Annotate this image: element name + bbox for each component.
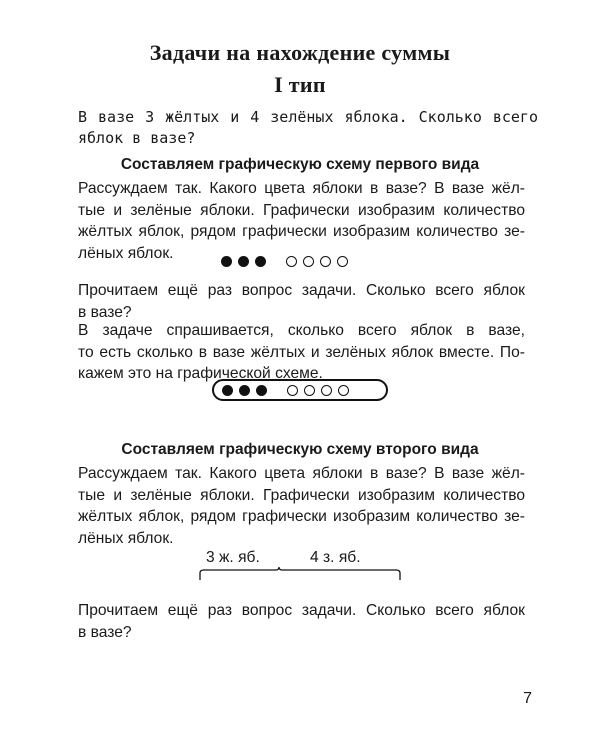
page-title: Задачи на нахождение суммы [149,40,451,65]
text-line: Рассуждаем так. Какого цвета яблоки в вазе? В вазе жёл- [78,465,525,482]
filled-dot [256,385,267,396]
text-line: в вазе? [78,303,132,321]
empty-dot [287,385,298,396]
section2-question [78,600,525,643]
empty-dot [320,256,331,267]
scheme-one-capsule [212,379,388,401]
filled-dot [238,256,249,267]
empty-dot [321,385,332,396]
text-line: Рассуждаем так. Какого цвета яблоки в вазе? В вазе жёл- [78,180,525,197]
problem-line: яблок в вазе? [78,129,196,147]
text-line: тые и зелёные яблоки. Графически изобразим количество [78,201,525,219]
segment-bracket [197,566,403,582]
section2-heading: Составляем графическую схему второго вида [121,441,479,458]
text-line: в вазе? [78,623,132,641]
text-line: лёных яблок. [78,529,174,547]
filled-dot [222,385,233,396]
text-line: кажем это на графической схеме. [78,365,323,382]
section1-reasoning [78,178,525,264]
empty-dot [303,256,314,267]
empty-dot [338,385,349,396]
filled-dot [239,385,250,396]
text-line: жёлтых яблок, рядом графически изобразим количество зе- [78,223,525,240]
section1-heading: Составляем графическую схему первого вида [120,156,480,173]
scheme-one-dots [221,256,354,267]
filled-dot [255,256,266,267]
text-line: то есть сколько в вазе жёлтых и зелёных яблок вместе. По- [78,343,525,361]
type-heading: I тип [274,72,326,97]
section1-explanation [78,320,525,385]
yellow-apples-label: 3 ж. яб. [206,549,260,566]
section2-reasoning [78,463,525,549]
empty-dot [337,256,348,267]
text-line: В задаче спрашивается, сколько всего яблок в вазе, [78,322,525,339]
empty-dot [286,256,297,267]
text-line: Прочитаем ещё раз вопрос задачи. Сколько всего яблок [78,602,525,619]
problem-statement [78,107,538,149]
filled-dot [221,256,232,267]
text-line: жёлтых яблок, рядом графически изобразим количество зе- [78,508,525,525]
text-line: тые и зелёные яблоки. Графически изобразим количество [78,486,525,504]
section1-question [78,280,525,323]
page-number: 7 [523,690,532,707]
green-apples-label: 4 з. яб. [310,549,361,566]
problem-line: В вазе 3 жёлтых и 4 зелёных яблока. Сколько всего [78,108,538,126]
text-line: лёных яблок. [78,244,174,262]
text-line: Прочитаем ещё раз вопрос задачи. Сколько всего яблок [78,282,525,299]
empty-dot [304,385,315,396]
